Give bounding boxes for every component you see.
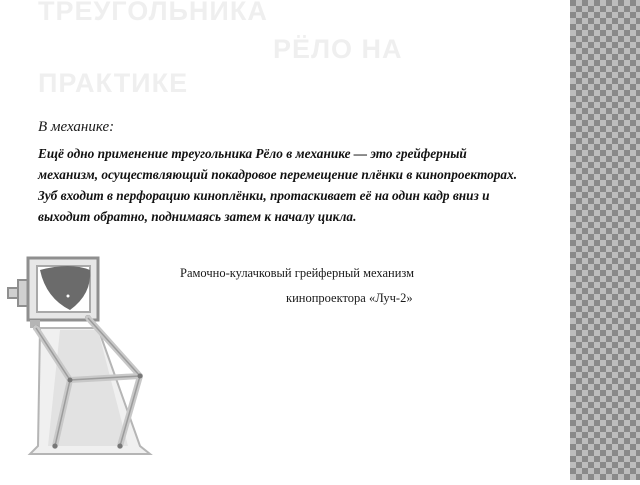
title-line-1: ТРЕУГОЛЬНИКА (38, 0, 268, 26)
reuleaux-cam-mechanism-diagram-icon (0, 250, 160, 480)
mechanism-figure (0, 250, 160, 480)
title-line-3: ПРАКТИКЕ (38, 68, 189, 98)
figure-caption-line-1: Рамочно-кулачковый грейферный механизм (180, 266, 415, 280)
section-subheading: В механике: (38, 119, 115, 135)
body-paragraph: Ещё одно применение треугольника Рёло в механике — это грейферный механизм, осуществляющий покадровое перемещение плёнки в кинопроекторах. Зуб входит в перфорацию киноплёнки, протаскивает её на один кадр вниз и выходит обратно, поднимаясь затем к началу цикла. (38, 146, 518, 224)
title-line-2: РЁЛО НА (273, 34, 403, 64)
figure-caption-line-2: кинопроектора «Луч-2» (286, 291, 413, 305)
decorative-side-strip (570, 0, 640, 480)
